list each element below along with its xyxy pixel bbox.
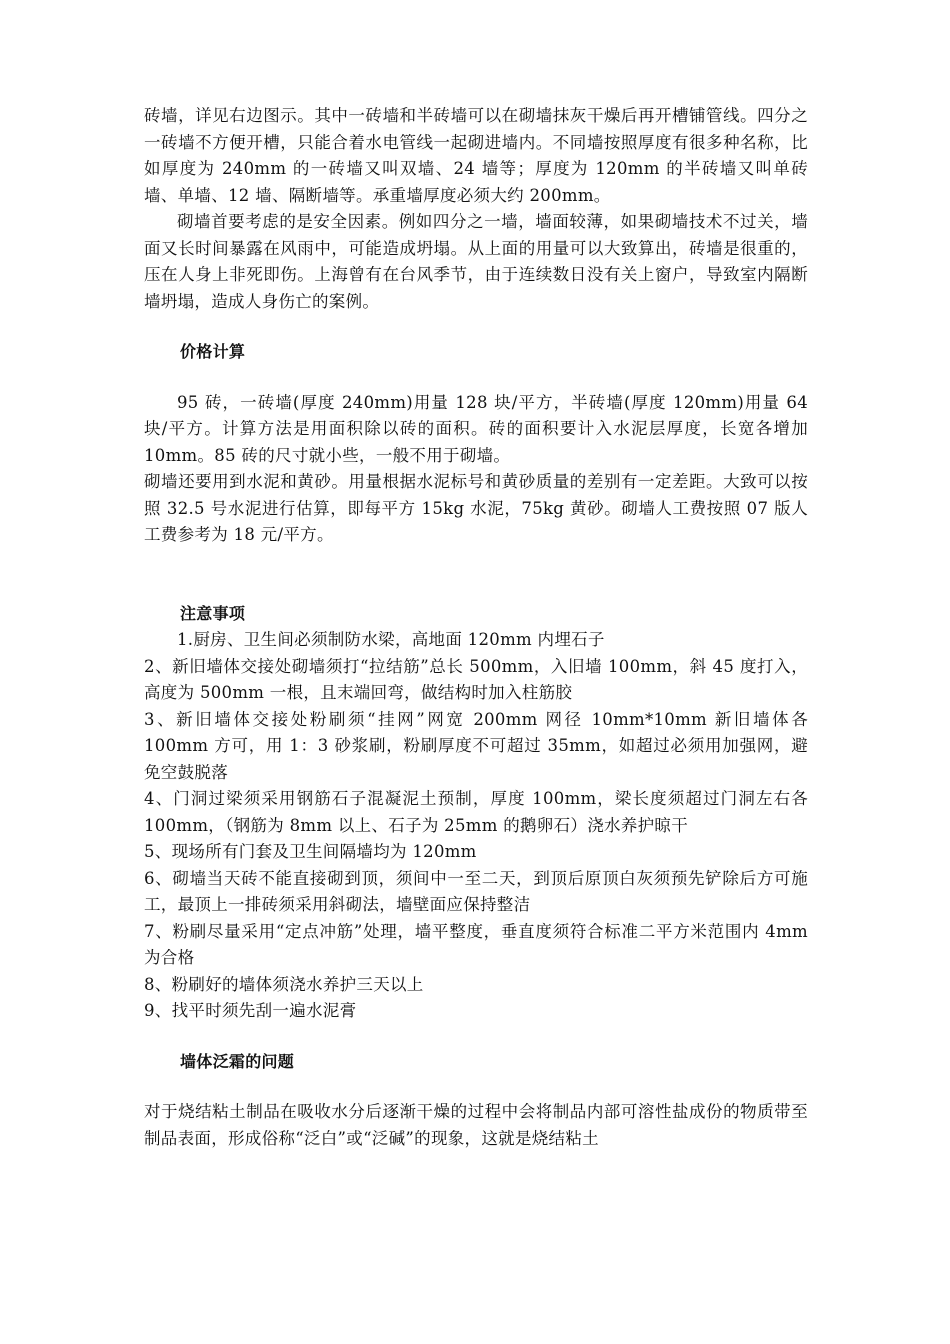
note-item-6: 6、砌墙当天砖不能直接砌到顶，须间中一至二天，到顶后原顶白灰须预先铲除后方可施工，最顶上一排砖须采用斜砌法，墙壁面应保持整洁 xyxy=(144,868,808,914)
note-item-1: 1.厨房、卫生间必须制防水梁，高地面 120mm 内埋石子 xyxy=(177,630,605,649)
note-item-9: 9、找平时须先刮一遍水泥膏 xyxy=(144,1001,357,1020)
efflorescence-paragraph-1: 对于烧结粘土制品在吸收水分后逐渐干燥的过程中会将制品内部可溶性盐成份的物质带至制品表面，形成俗称“泛白”或“泛碱”的现象，这就是烧结粘土 xyxy=(144,1102,808,1148)
spacer xyxy=(144,315,808,339)
spacer xyxy=(144,366,808,390)
note-item-4: 4、门洞过梁须采用钢筋石子混凝泥土预制，厚度 100mm，梁长度须超过门洞左右各 100mm，（钢筋为 8mm 以上、石子为 25mm 的鹅卵石）浇水养护晾干 xyxy=(144,789,808,835)
section-heading-notes: 注意事项 xyxy=(180,603,246,623)
spacer xyxy=(144,1075,808,1099)
section-heading-efflorescence: 墙体泛霜的问题 xyxy=(180,1051,295,1071)
note-item-3: 3、新旧墙体交接处粉刷须“挂网”网宽 200mm 网径 10mm*10mm 新旧墙体各 100mm 方可，用 1：3 砂浆刷，粉刷厚度不可超过 35mm，如超过必须用加强网，避免空鼓脱落 xyxy=(144,709,808,782)
note-item-2: 2、新旧墙体交接处砌墙须打“拉结筋”总长 500mm，入旧墙 100mm，斜 45 度打入，高度为 500mm 一根，且末端回弯，做结构时加入柱筋胶 xyxy=(144,656,808,702)
document-body xyxy=(144,103,808,1152)
spacer xyxy=(144,1025,808,1049)
intro-paragraph-1: 砖墙，详见右边图示。其中一砖墙和半砖墙可以在砌墙抹灰干燥后再开槽铺管线。四分之一砖墙不方便开槽，只能合着水电管线一起砌进墙内。不同墙按照厚度有很多种名称，比如厚度为 240mm 的一砖墙又叫双墙、24 墙等；厚度为 120mm 的半砖墙又叫单砖墙、单墙、12 墙、隔断墙等。承重墙厚度必须大约 200mm。 xyxy=(144,106,808,205)
note-item-7: 7、粉刷尽量采用“定点冲筋”处理，墙平整度，垂直度须符合标准二平方米范围内 4mm 为合格 xyxy=(144,921,808,967)
note-item-8: 8、粉刷好的墙体须浇水养护三天以上 xyxy=(144,974,424,994)
section-heading-price: 价格计算 xyxy=(180,342,246,361)
intro-paragraph-2: 砌墙首要考虑的是安全因素。例如四分之一墙，墙面较薄，如果砌墙技术不过关，墙面又长时间暴露在风雨中，可能造成坍塌。从上面的用量可以大致算出，砖墙是很重的，压在人身上非死即伤。上海曾有在台风季节，由于连续数日没有关上窗户，导致室内隔断墙坍塌，造成人身伤亡的案例。 xyxy=(144,212,808,311)
price-paragraph-1: 95 砖，一砖墙(厚度 240mm)用量 128 块/平方，半砖墙(厚度 120mm)用量 64 块/平方。计算方法是用面积除以砖的面积。砖的面积要计入水泥层厚度，长宽各增加 10mm。85 砖的尺寸就小些，一般不用于砌墙。 xyxy=(144,392,808,465)
note-item-5: 5、现场所有门套及卫生间隔墙均为 120mm xyxy=(144,842,477,861)
spacer xyxy=(144,549,808,601)
price-paragraph-2: 砌墙还要用到水泥和黄砂。用量根据水泥标号和黄砂质量的差别有一定差距。大致可以按照 32.5 号水泥进行估算，即每平方 15kg 水泥，75kg 黄砂。砌墙人工费按照 07 版人工费参考为 18 元/平方。 xyxy=(144,472,808,544)
